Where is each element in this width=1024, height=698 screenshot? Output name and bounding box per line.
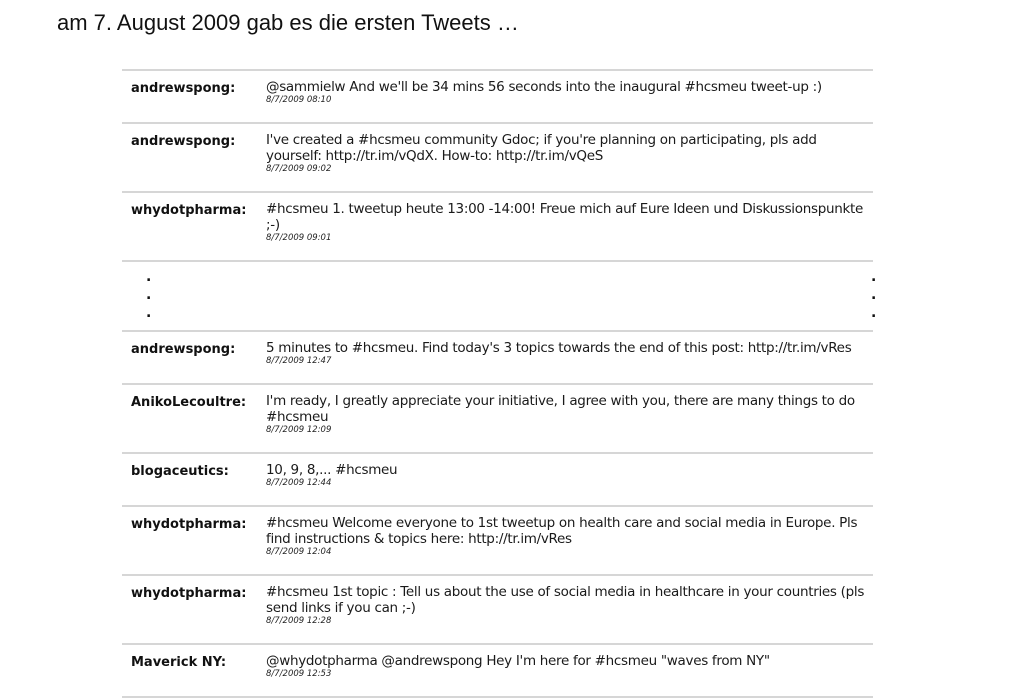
tweet-date: 8/7/2009 09:02 xyxy=(266,164,332,174)
tweet-row xyxy=(122,332,873,385)
tweet-text: @whydotpharma @andrewspong Hey I'm here for #hcsmeu "waves from NY" xyxy=(266,653,770,669)
ellipsis-dot: . xyxy=(146,269,152,285)
tweet-username[interactable]: whydotpharma: xyxy=(131,203,247,218)
tweet-text: #hcsmeu 1. tweetup heute 13:00 -14:00! Freue mich auf Eure Ideen und Diskussionspunkte ;-) xyxy=(266,201,864,233)
tweet-username[interactable]: Maverick NY: xyxy=(131,655,227,670)
tweet-row xyxy=(122,645,873,698)
tweet-username[interactable]: AnikoLecoultre: xyxy=(131,395,247,410)
page-title: am 7. August 2009 gab es die ersten Tweets … xyxy=(57,10,519,35)
tweet-text: I've created a #hcsmeu community Gdoc; if you're planning on participating, pls add yourself: http://tr.im/vQdX. How-to: http://tr.im/vQeS xyxy=(266,132,817,164)
tweet-row xyxy=(122,385,873,454)
tweet-text: #hcsmeu Welcome everyone to 1st tweetup on health care and social media in Europe. Pls find instructions & topics here: http://tr.im/vRes xyxy=(266,515,858,547)
tweet-date: 8/7/2009 12:04 xyxy=(266,547,332,557)
omitted-tweets-ellipsis xyxy=(122,262,877,332)
ellipsis-dot: . xyxy=(146,305,152,321)
tweet-text: 10, 9, 8,... #hcsmeu xyxy=(266,462,398,478)
tweet-row xyxy=(122,507,873,576)
tweet-date: 8/7/2009 12:47 xyxy=(266,356,332,366)
tweet-text: @sammielw And we'll be 34 mins 56 seconds into the inaugural #hcsmeu tweet-up :) xyxy=(266,79,822,95)
tweet-username[interactable]: whydotpharma: xyxy=(131,517,247,532)
tweet-table xyxy=(122,69,877,698)
tweet-date: 8/7/2009 12:44 xyxy=(266,478,332,488)
tweet-username[interactable]: andrewspong: xyxy=(131,134,236,149)
tweet-username[interactable]: blogaceutics: xyxy=(131,464,229,479)
ellipsis-dots-right xyxy=(871,268,881,322)
tweet-text: I'm ready, I greatly appreciate your initiative, I agree with you, there are many things to do #hcsmeu xyxy=(266,393,855,425)
tweet-text: 5 minutes to #hcsmeu. Find today's 3 topics towards the end of this post: http://tr.im/vRes xyxy=(266,340,852,356)
tweet-text: #hcsmeu 1st topic : Tell us about the use of social media in healthcare in your countries (pls send links if you can ;-) xyxy=(266,584,865,616)
tweet-date: 8/7/2009 12:28 xyxy=(266,616,332,626)
tweet-row xyxy=(122,193,873,262)
ellipsis-dot: . xyxy=(871,287,877,303)
tweet-row xyxy=(122,454,873,507)
tweet-username[interactable]: andrewspong: xyxy=(131,81,236,96)
tweet-date: 8/7/2009 12:53 xyxy=(266,669,332,679)
ellipsis-dot: . xyxy=(871,269,877,285)
tweet-username[interactable]: whydotpharma: xyxy=(131,586,247,601)
tweet-username[interactable]: andrewspong: xyxy=(131,342,236,357)
tweet-date: 8/7/2009 09:01 xyxy=(266,233,332,243)
tweet-date: 8/7/2009 08:10 xyxy=(266,95,332,105)
tweet-date: 8/7/2009 12:09 xyxy=(266,425,332,435)
ellipsis-dot: . xyxy=(871,305,877,321)
ellipsis-dots-left xyxy=(146,268,156,322)
tweet-row xyxy=(122,124,873,193)
tweet-row xyxy=(122,71,873,124)
tweet-row xyxy=(122,576,873,645)
ellipsis-dot: . xyxy=(146,287,152,303)
